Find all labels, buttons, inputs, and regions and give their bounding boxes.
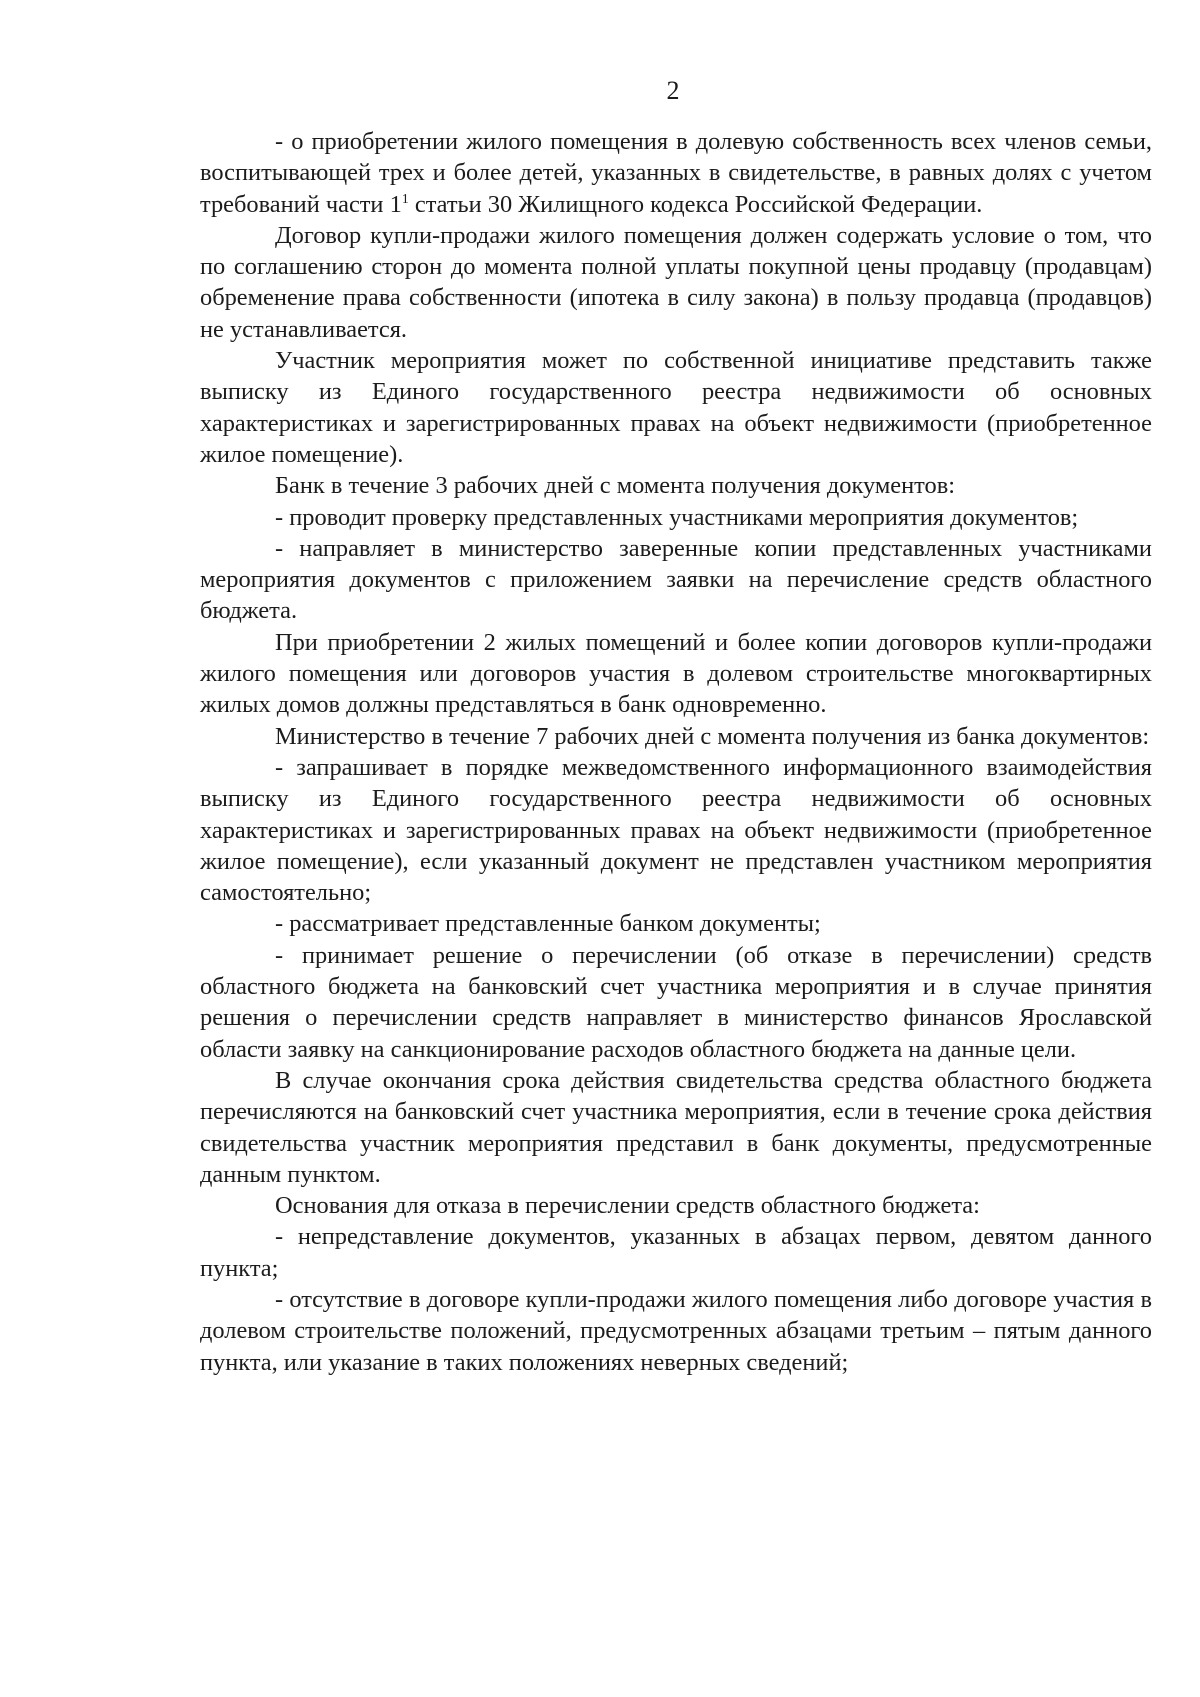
paragraph-8: Министерство в течение 7 рабочих дней с момента получения из банка документов: [275, 722, 1150, 750]
paragraph-11: - принимает решение о перечислении (об отказе в перечислении) средств областного бюджета на банковский счет участника мероприятия и в случае принятия решения о перечислении средств направляет в министерство финансов Ярославской области заявку на санкционирование расходов областного бюджета на данные цели. [200, 941, 1152, 1063]
paragraph-9: - запрашивает в порядке межведомственного информационного взаимодействия выписку из Единого государственного реестра недвижимости об основных характеристиках и зарегистрированных правах на объект недвижимости (приобретенное жилое помещение), если указанный документ не представлен участником мероприятия самостоятельно; [200, 753, 1152, 907]
page-number: 2 [666, 76, 680, 105]
document-body [200, 126, 1152, 1378]
paragraph-15: - отсутствие в договоре купли-продажи жилого помещения либо договоре участия в долевом строительстве положений, предусмотренных абзацами третьим – пятым данного пункта, или указание в таких положениях неверных сведений; [200, 1285, 1152, 1376]
paragraph-14: - непредставление документов, указанных в абзацах первом, девятом данного пункта; [200, 1223, 1152, 1282]
paragraph-1-text-a: - о приобретении жилого помещения в долевую собственность всех членов семьи, воспитывающей трех и более детей, указанных в свидетельстве, в равных долях с учетом требований части 1 [200, 128, 1152, 218]
paragraph-12: В случае окончания срока действия свидетельства средства областного бюджета перечисляются на банковский счет участника мероприятия, если в течение срока действия свидетельства участник мероприятия представил в банк документы, предусмотренные данным пунктом. [200, 1066, 1152, 1188]
paragraph-7: При приобретении 2 жилых помещений и более копии договоров купли-продажи жилого помещения или договоров участия в долевом строительстве многоквартирных жилых домов должны представляться в банк одновременно. [200, 628, 1152, 719]
paragraph-4: Банк в течение 3 рабочих дней с момента получения документов: [275, 472, 955, 500]
paragraph-10: - рассматривает представленные банком документы; [275, 910, 821, 938]
paragraph-3: Участник мероприятия может по собственной инициативе представить также выписку из Единого государственного реестра недвижимости об основных характеристиках и зарегистрированных правах на объект недвижимости (приобретенное жилое помещение). [200, 347, 1152, 468]
paragraph-6: - направляет в министерство заверенные копии представленных участниками мероприятия документов с приложением заявки на перечисление средств областного бюджета. [200, 534, 1152, 625]
paragraph-13: Основания для отказа в перечислении средств областного бюджета: [275, 1192, 980, 1220]
paragraph-5: - проводит проверку представленных участниками мероприятия документов; [275, 503, 1079, 531]
paragraph-2: Договор купли-продажи жилого помещения должен содержать условие о том, что по соглашению сторон до момента полной уплаты покупной цены продавцу (продавцам) обременение права собственности (ипотека в силу закона) в пользу продавца (продавцов) не устанавливается. [200, 221, 1152, 343]
superscript-1: 1 [401, 191, 409, 207]
paragraph-1 [200, 126, 1152, 220]
paragraph-1-text-b: статьи 30 Жилищного кодекса Российской Федерации. [408, 190, 983, 218]
